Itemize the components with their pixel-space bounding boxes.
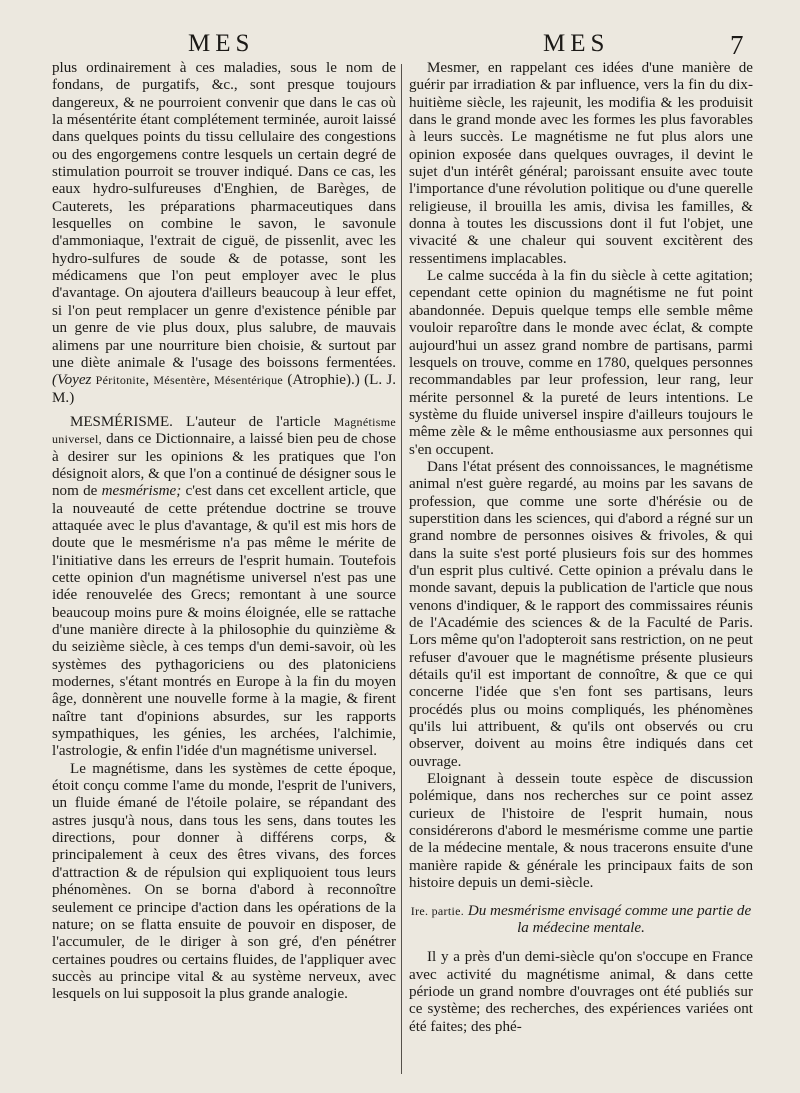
left-column <box>52 60 396 1004</box>
ref-open: (Voyez <box>52 372 92 389</box>
paragraph <box>52 60 396 407</box>
article-entry <box>52 414 396 761</box>
paragraph-text: dans ce Dictionnaire, a laissé bien peu de chose à desirer sur les opinions & les pratiques que l'on désignoit alors, & que l'on a continué de désigner sous le nom de <box>52 431 396 500</box>
paragraph: Il y a près d'un demi-siècle qu'on s'occupe en France avec activité du magnétisme animal, & dans cette période un grand nombre d'ouvrages ont été publiés sur ce système; des recherches, des expériences variées ont été faites; des phé- <box>409 949 753 1035</box>
paragraph: Le calme succéda à la fin du siècle à cette agitation; cependant cette opinion du magnétisme ne fut point abandonnée. Depuis quelque temps elle semble même vouloir reparoître dans le monde avec éclat, & compte aujourd'hui un assez grand nombre de partisans, parmi lesquels on trouve, comme en 1780, quelques personnes recommandables par leur profession, leur rang, leur mérite personnel & la pureté de leurs intentions. Le système du fluide universel inspire d'ailleurs toujours le même zèle & le même enthousiasme aux personnes qui s'en occupent. <box>409 268 753 458</box>
column-divider <box>401 64 402 1074</box>
right-column <box>409 60 753 1036</box>
ref-term: Mésentère <box>153 373 207 388</box>
paragraph: Le magnétisme, dans les systèmes de cette époque, étoit conçu comme l'ame du monde, l'esprit de l'univers, un fluide émané de l'étoile polaire, se répandant des astres jusqu'à nous, dans tous les sens, dans toutes les directions, pour donner à différens corps, & principalement à ceux des êtres vivans, des forces d'attraction & de répulsion qui expliquoient tous leurs phénomènes. On se borna d'abord à reconnoître seulement ce principe d'action dans les opérations de la nature; on se flatta ensuite de pouvoir en disposer, de l'accumuler, de le diriger à son gré, d'en pénétrer certaines poudres ou certains fluides, de l'appliquer avec succès au principe vital & au système nerveux, avec lesquels on lui supposoit la plus grande analogie. <box>52 760 396 1003</box>
running-head-right: MES <box>543 30 610 57</box>
section-heading <box>409 903 753 938</box>
ref-close: (Atrophie).) (L. J. M.) <box>52 372 397 406</box>
paragraph-text: L'auteur de l'article <box>185 413 321 430</box>
cross-reference: (Voyez Péritonite, Mésentère, Mésentérique (Atrophie).) (L. J. M.) <box>52 372 397 406</box>
paragraph-text: c'est dans cet excellent article, que la nouveauté de cette prétendue doctrine se trouve attaquée avec le plus d'avantage, & qu'il est mis hors de doute que le mesmérisme n'a pas même le mérite de l'initiative dans les erreurs de l'esprit humain. Toutefois cette opinion d'un magnétisme universel n'est pas une idée renouvelée des Grecs; remontant à une source beaucoup moins pure & moins éloignée, elle se rattache d'une manière directe à la philosophie du quinzième & du seizième siècle, à ces temps d'un demi-savoir, où les systèmes des pythagoriciens ou des platoniciens modernes, s'étant montrés en Europe à la fin du moyen âge, donnèrent une nouvelle forme à la magie, & firent naître tant d'opinions absurdes, sur les rapports sympathiques, les génies, les archées, l'alchimie, l'astrologie, & enfin l'idée d'un magnétisme universel. <box>52 483 396 760</box>
part-title: Du mesmérisme envisagé comme une partie de la médecine mentale. <box>467 902 752 936</box>
paragraph: Dans l'état présent des connoissances, le magnétisme animal n'est guère regardé, au moins par les savans de profession, que comme une sorte d'hérésie ou de superstition dans les sciences, qui d'abord a régné sur un grand nombre de personnes oisives & frivoles, & qui dans la suite s'est porté plusieurs fois sur des hommes d'un esprit plus cultivé. Cette opinion a prévalu dans le monde savant, depuis la publication de l'article que nous venons d'indiquer, & le rapport des commissaires réunis de l'Académie des sciences & de la Faculté de Paris. Lors même qu'on l'adopteroit sans restriction, on ne peut refuser d'avouer que le magnétisme présente plusieurs détails qu'il est important de connoître, & que ce qui concerne l'idée que s'en font ses partisans, leurs procédés plus ou moins compliqués, les phénomènes qu'ils lui attribuent, & qu'ils ont observés ou cru observer, doivent au moins être indiqués dans cet ouvrage. <box>409 458 753 770</box>
article-reference: Magnétisme universel, <box>52 414 396 447</box>
part-label: Ire. partie. <box>410 903 465 918</box>
paragraph: Mesmer, en rappelant ces idées d'une manière de guérir par irradiation & par influence, vers la fin du dix-huitième siècle, les rajeunit, les modifia & les produisit dans le grand monde avec les formes les plus favorables à leurs succès. Le magnétisme ne fut plus alors une opinion exposée dans quelques ouvrages, il devint le sujet d'un intérêt général; paroissant ensuite avec toute l'importance d'une révolution politique ou d'une querelle religieuse, il brouilla les amis, divisa les familles, & donna à toutes les discussions dont il fut l'objet, une vivacité & une chaleur qui souvent excitèrent des ressentimens implacables. <box>409 60 753 267</box>
italic-term: mesmérisme; <box>101 483 182 500</box>
ref-term: Péritonite <box>95 373 146 388</box>
paragraph-text: plus ordinairement à ces maladies, sous le nom de fondans, de purgatifs, &c., sont presque toujours dangereux, & ne pourroient convenir que dans le cas où la mésentérite étant complétement terminée, auroit laissé dans quelques points du tissu cellulaire des congestions ou des engorgemens contre lesquels un certain degré de stimulation pourroit se trouver indiqué. Dans ce cas, les eaux hydro-sulfureuses d'Enghien, de Barèges, de Cauterets, les préparations pharmaceutiques dans lesquelles on combine le savon, le savonule d'ammoniaque, l'extrait de ciguë, de pissenlit, avec les hydro-sulfures de soude & de potasse, sont les médicamens que l'on peut employer avec le plus d'avantage. On ajoutera d'ailleurs beaucoup à leur effet, si l'on peut remplacer un genre d'existence pénible par un genre de vie plus doux, plus salubre, de mauvais alimens par une nourriture bien choisie, & surtout par une diète animale & l'usage des boissons fermentées. <box>52 60 396 371</box>
page-number: 7 <box>730 30 744 60</box>
ref-term: Mésentérique <box>214 373 284 388</box>
running-head-left: MES <box>188 30 255 57</box>
paragraph: Eloignant à dessein toute espèce de discussion polémique, dans nos recherches sur ce point assez curieux de l'histoire de l'esprit humain, nous considérerons d'abord le mesmérisme comme une partie de la médecine mentale, & nous tracerons ensuite d'une manière rapide & générale les principaux faits de son histoire depuis un demi-siècle. <box>409 771 753 892</box>
entry-headword: MESMÉRISME. <box>70 413 173 430</box>
